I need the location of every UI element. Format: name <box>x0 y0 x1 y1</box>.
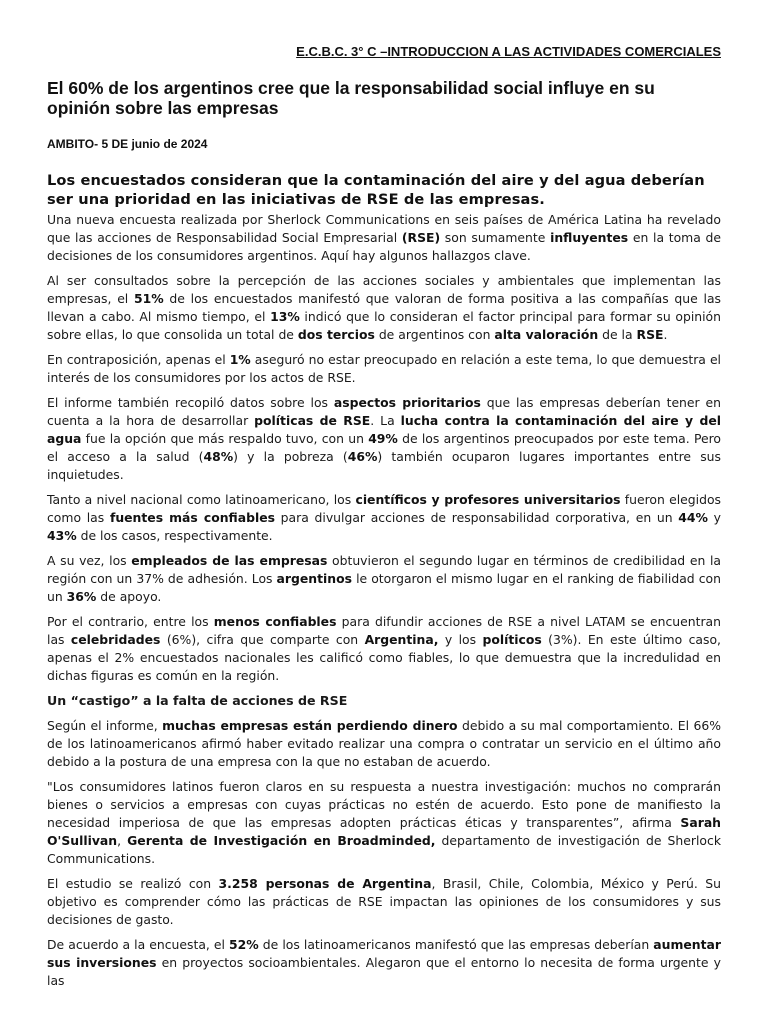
bold-run: alta valoración <box>494 327 599 342</box>
text-run: departamento de investigación de Sherlock Communications. <box>47 833 721 866</box>
text-run: indicó que lo consideran el factor principal para formar su opinión sobre ellas, lo que consolida un total de <box>47 309 721 342</box>
text-run: fue la opción que más respaldo tuvo, con un <box>81 431 369 446</box>
text-run: , <box>117 833 128 848</box>
text-run: de los casos, respectivamente. <box>76 528 273 543</box>
paragraph-8 <box>47 717 721 771</box>
bold-run: aspectos prioritarios <box>333 395 481 410</box>
text-run: . <box>663 327 668 342</box>
bold-run: fuentes más confiables <box>109 510 275 525</box>
bold-run: 52% <box>229 937 259 952</box>
bold-run: 36% <box>66 589 97 604</box>
text-run: fueron elegidos como las <box>47 492 721 525</box>
text-run: Al ser consultados sobre la percepción de las acciones sociales y ambientales que implementan las empresas, el <box>47 273 721 306</box>
bold-run: 43% <box>47 528 77 543</box>
paragraph-1 <box>47 211 721 265</box>
bold-run: celebridades <box>70 632 161 647</box>
text-run: para difundir acciones de RSE a nivel LATAM se encuentran las <box>47 614 721 647</box>
bold-run: 48% <box>203 449 234 464</box>
text-run: y <box>707 510 721 525</box>
bold-run: 49% <box>368 431 398 446</box>
text-run: de los argentinos preocupados por este tema. Pero el acceso a la salud ( <box>47 431 721 464</box>
text-run: El informe también recopiló datos sobre los <box>47 395 334 410</box>
bold-run: 51% <box>134 291 164 306</box>
text-run: De acuerdo a la encuesta, el <box>47 937 230 952</box>
bold-run: 44% <box>678 510 708 525</box>
text-run: y los <box>438 632 483 647</box>
text-run: de los encuestados manifestó que valoran de forma positiva a las compañías que las llevan a cabo. Al mismo tiempo, el <box>47 291 721 324</box>
bold-run: menos confiables <box>213 614 337 629</box>
bold-run: científicos y profesores universitarios <box>355 492 621 507</box>
text-run: le otorgaron el mismo lugar en el ranking de fiabilidad con un <box>47 571 721 604</box>
article-title: El 60% de los argentinos cree que la responsabilidad social influye en su opinión sobre las empresas <box>47 78 655 118</box>
text-run: Por el contrario, entre los <box>47 614 214 629</box>
bold-run: Sarah O'Sullivan <box>47 815 721 848</box>
paragraph-7 <box>47 613 721 685</box>
text-run: ) y la pobreza ( <box>233 449 348 464</box>
text-run: en proyectos socioambientales. Alegaron que el entorno lo necesita de forma urgente y las <box>47 955 721 988</box>
paragraph-3 <box>47 351 721 387</box>
bold-run: aumentar sus inversiones <box>47 937 721 970</box>
text-run: En contraposición, apenas el <box>47 352 230 367</box>
text-run: Según el informe, <box>47 718 163 733</box>
paragraph-11 <box>47 936 721 990</box>
text-run: en la toma de decisiones de los consumidores argentinos. Aquí hay algunos hallazgos clave. <box>47 230 721 263</box>
paragraph-5 <box>47 491 721 545</box>
paragraph-2 <box>47 272 721 344</box>
text-run: (6%), cifra que comparte con <box>160 632 365 647</box>
bold-run: dos tercios <box>297 327 375 342</box>
source-date: AMBITO- 5 DE junio de 2024 <box>47 137 208 151</box>
text-run: Tanto a nivel nacional como latinoamericano, los <box>47 492 356 507</box>
bold-run: empleados de las empresas <box>131 553 328 568</box>
bold-run: políticas de RSE <box>254 413 371 428</box>
text-run: aseguró no estar preocupado en relación a este tema, lo que demuestra el interés de los consumidores por los actos de RSE. <box>47 352 722 385</box>
bold-run: políticos <box>482 632 542 647</box>
article-subtitle: Los encuestados consideran que la contaminación del aire y del agua deberían ser una prioridad en las iniciativas de RSE de las empresas. <box>47 172 705 208</box>
bold-run: 1% <box>229 352 251 367</box>
text-run: de la <box>598 327 637 342</box>
text-run: ) también ocuparon lugares importantes entre sus inquietudes. <box>47 449 721 482</box>
text-run: son sumamente <box>440 230 551 245</box>
paragraph-6 <box>47 552 721 606</box>
bold-run: muchas empresas están perdiendo dinero <box>162 718 458 733</box>
bold-run: 3.258 personas de Argentina <box>218 876 432 891</box>
text-run: (3%). En este último caso, apenas el 2% encuestados nacionales les calificó como fiables, lo que demuestra que la incredulidad en dichas figuras es común en la región. <box>47 632 721 683</box>
text-run: A su vez, los <box>47 553 132 568</box>
text-run: de apoyo. <box>96 589 162 604</box>
text-run: debido a su mal comportamiento. El 66% de los latinoamericanos afirmó haber evitado realizar una compra o contratar un servicio en el último año debido a la postura de una empresa con la que no estaban de acuerdo. <box>47 718 721 769</box>
text-run: Una nueva encuesta realizada por Sherlock Communications en seis países de América Latina ha revelado que las acciones de Responsabilidad Social Empresarial <box>47 212 721 245</box>
bold-run: (RSE) <box>401 230 441 245</box>
text-run: que las empresas deberían tener en cuenta a la hora de desarrollar <box>47 395 721 428</box>
text-run: , Brasil, Chile, Colombia, México y Perú. Su objetivo es comprender cómo las prácticas de RSE impactan las opiniones de los consumidores y sus decisiones de gasto. <box>47 876 721 927</box>
text-run: "Los consumidores latinos fueron claros en su respuesta a nuestra investigación: muchos no comprarán bienes o servicios a empresas con cuyas prácticas no estén de acuerdo. Esto pone de manifiesto la necesidad imperiosa de que las empresas adopten prácticas éticas y transparentes”, afirma <box>47 779 721 830</box>
section-heading: Un “castigo” a la falta de acciones de RSE <box>47 693 348 708</box>
article-body <box>47 211 721 997</box>
text-run: para divulgar acciones de responsabilidad corporativa, en un <box>274 510 679 525</box>
course-header: E.C.B.C. 3° C –INTRODUCCION A LAS ACTIVIDADES COMERCIALES <box>296 44 721 59</box>
paragraph-10 <box>47 875 721 929</box>
text-run: de argentinos con <box>374 327 495 342</box>
paragraph-9 <box>47 778 721 868</box>
bold-run: Gerenta de Investigación en Broadminded, <box>127 833 436 848</box>
bold-run: 46% <box>347 449 378 464</box>
paragraph-4 <box>47 394 721 484</box>
bold-run: Argentina, <box>364 632 439 647</box>
bold-run: argentinos <box>276 571 352 586</box>
bold-run: RSE <box>636 327 664 342</box>
text-run: de los latinoamericanos manifestó que las empresas deberían <box>258 937 654 952</box>
bold-run: 13% <box>270 309 300 324</box>
bold-run: lucha contra la contaminación del aire y del agua <box>47 413 721 446</box>
text-run: El estudio se realizó con <box>47 876 219 891</box>
text-run: . La <box>370 413 401 428</box>
bold-run: influyentes <box>550 230 629 245</box>
text-run: obtuvieron el segundo lugar en términos de credibilidad en la región con un 37% de adhesión. Los <box>47 553 721 586</box>
